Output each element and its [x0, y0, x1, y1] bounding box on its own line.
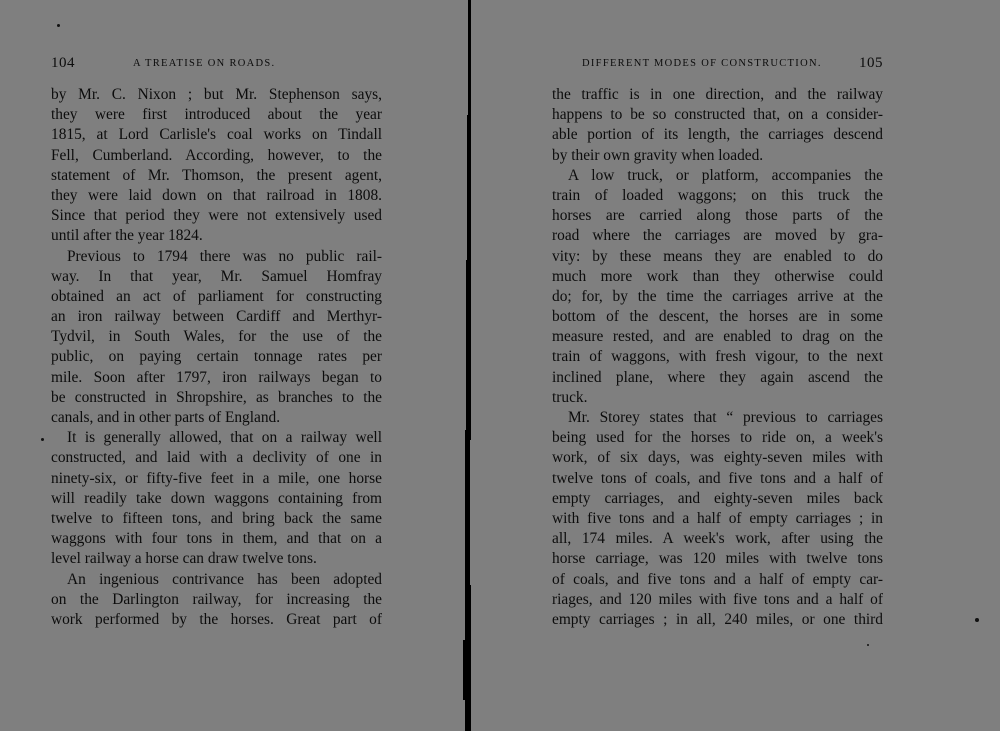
left-page-text-line: waggons with four tons in them, and that on a: [51, 530, 382, 548]
right-page-text-line: riages, and 120 miles with five tons and a half of: [552, 590, 883, 608]
right-page-text-line: truck.: [552, 388, 588, 406]
right-page-text-line: much more work than they otherwise could: [552, 267, 883, 285]
left-page-text-line: they were laid down on that railroad in 1808.: [51, 186, 382, 204]
book-gutter: [462, 0, 478, 731]
right-page-text-line: bottom of the descent, the horses are in some: [552, 308, 883, 326]
right-page-text-line: happens to be so constructed that, on a consider-: [552, 106, 883, 124]
ink-speck: [57, 24, 60, 27]
left-page-text-line: Tydvil, in South Wales, for the use of the: [51, 328, 382, 346]
right-page-text-line: inclined plane, where they again ascend the: [552, 368, 883, 386]
right-page-text-line: being used for the horses to ride on, a week's: [552, 429, 883, 447]
left-page-text-line: by Mr. C. Nixon ; but Mr. Stephenson says,: [51, 86, 382, 103]
right-page-text-line: of coals, and five tons and a half of empty car-: [552, 570, 883, 588]
left-body-text: [51, 85, 382, 630]
right-running-title: DIFFERENT MODES OF CONSTRUCTION.: [582, 58, 822, 69]
right-body-text: [552, 85, 883, 630]
right-page-text-line: measure rested, and are enabled to drag on the: [552, 328, 883, 346]
left-page-number: 104: [51, 55, 75, 71]
left-page-text-line: obtained an act of parliament for constructing: [51, 287, 382, 305]
left-page-text-line: It is generally allowed, that on a railway well: [67, 429, 382, 447]
left-page-text-line: twelve to fifteen tons, and bring back the same: [51, 509, 382, 527]
right-page-text-line: A low truck, or platform, accompanies the: [568, 166, 883, 184]
right-page-text-line: road where the carriages are moved by gra-: [552, 227, 883, 245]
left-page-text-line: 1815, at Lord Carlisle's coal works on Tindall: [51, 126, 382, 144]
right-page-text-line: empty carriages ; in all, 240 miles, or one third: [552, 610, 883, 628]
left-page-text-line: level railway a horse can draw twelve tons.: [51, 550, 317, 568]
right-page-number: 105: [859, 55, 883, 71]
left-page-text-line: ninety-six, or fifty-five feet in a mile, one horse: [51, 469, 382, 487]
left-page-text-line: on the Darlington railway, for increasing the: [51, 590, 382, 608]
left-page-text-line: An ingenious contrivance has been adopted: [67, 570, 382, 588]
left-running-title: A TREATISE ON ROADS.: [133, 58, 276, 69]
right-page-text-line: by their own gravity when loaded.: [552, 146, 764, 164]
right-page-text-line: twelve tons of coals, and five tons and a half of: [552, 469, 883, 487]
left-page-text-line: Fell, Cumberland. According, however, to the: [51, 146, 382, 164]
left-page-text-line: constructed, and laid with a declivity of one in: [51, 449, 382, 467]
left-page-text-line: will readily take down waggons containing from: [51, 489, 382, 507]
ink-speck: [41, 438, 44, 441]
right-page-text-line: horse carriage, was 120 miles with twelve tons: [552, 550, 883, 568]
left-page-text-line: Previous to 1794 there was no public rail-: [67, 247, 382, 265]
right-page-text-line: the traffic is in one direction, and the railway: [552, 86, 883, 103]
ink-speck: [975, 618, 979, 622]
left-page-text-line: canals, and in other parts of England.: [51, 409, 281, 426]
right-page-text-line: able portion of its length, the carriages descend: [552, 126, 883, 144]
right-page-text-line: horses are carried along those parts of the: [552, 207, 883, 225]
left-page-text-line: public, on paying certain tonnage rates per: [51, 348, 382, 366]
left-page-text-line: until after the year 1824.: [51, 227, 203, 245]
left-page-text-line: work performed by the horses. Great part of: [51, 610, 382, 628]
left-page-text-line: be constructed in Shropshire, as branches to the: [51, 388, 382, 406]
right-page-text-line: Mr. Storey states that “ previous to carriages: [568, 409, 883, 426]
right-page-text-line: work, of six days, was eighty-seven miles with: [552, 449, 883, 467]
left-page-text-line: Since that period they were not extensively used: [51, 207, 382, 225]
right-page-text-line: with five tons and a half of empty carriages ; in: [552, 509, 883, 527]
right-page-text-line: train of loaded waggons; on this truck the: [552, 186, 883, 204]
right-running-head: [552, 54, 883, 74]
left-page-text-line: way. In that year, Mr. Samuel Homfray: [51, 267, 382, 285]
ink-speck: [867, 644, 869, 646]
left-page-text-line: statement of Mr. Thomson, the present agent,: [51, 166, 382, 184]
right-page-text-line: all, 174 miles. A week's work, after using the: [552, 530, 883, 548]
right-page-text-line: vity: by these means they are enabled to do: [552, 247, 883, 265]
right-page-text-line: do; for, by the time the carriages arrive at the: [552, 287, 883, 305]
right-page-text-line: empty carriages, and eighty-seven miles back: [552, 489, 883, 507]
right-page-text-line: train of waggons, with fresh vigour, to the next: [552, 348, 883, 366]
left-page-text-line: mile. Soon after 1797, iron railways began to: [51, 368, 382, 386]
left-page-text-line: they were first introduced about the year: [51, 106, 382, 124]
left-running-head: [51, 54, 382, 74]
left-page-text-line: an iron railway between Cardiff and Merthyr-: [51, 308, 382, 326]
